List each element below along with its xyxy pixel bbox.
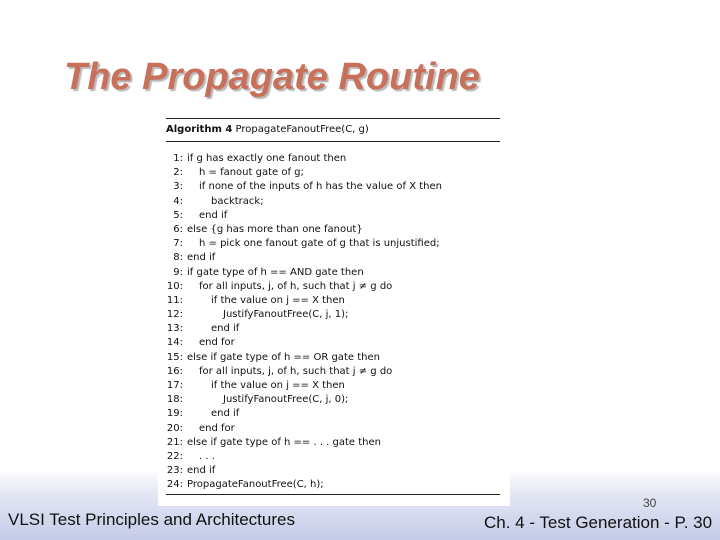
line-code: else if gate type of h == OR gate then [187,351,380,363]
algorithm-bottom-rule [166,494,500,495]
line-code: if none of the inputs of h has the value of X then [199,181,442,193]
algorithm-line [166,407,506,421]
line-code: else {g has more than one fanout} [187,223,363,235]
line-number: 23: [166,465,183,477]
line-number: 19: [166,408,183,420]
line-number: 3: [173,181,183,193]
slide-title: The Propagate Routine [64,56,480,98]
algorithm-line [166,180,506,194]
algorithm-line [166,365,506,379]
line-code: end if [187,252,216,264]
algorithm-line [166,166,506,180]
algorithm-line [166,393,506,407]
line-number: 11: [166,294,183,306]
line-code: if g has exactly one fanout then [187,153,347,164]
algorithm-line [166,266,506,280]
line-code: . . . [199,450,215,462]
line-code: end if [211,323,240,335]
page-number: 30 [643,496,657,510]
line-code: for all inputs, j, of h, such that j ≠ g do [199,365,393,377]
line-code: end if [199,209,228,221]
footer-chapter-label: Ch. 4 - Test Generation - P. 30 [484,513,713,532]
line-number: 10: [166,280,183,292]
line-code: end if [187,465,216,477]
algorithm-line [166,308,506,322]
line-code: PropagateFanoutFree(C, h); [187,479,324,491]
algorithm-figure [158,108,510,506]
footer-course-title: VLSI Test Principles and Architectures [8,510,295,529]
algorithm-line [166,336,506,350]
line-number: 21: [166,436,183,448]
algorithm-name: PropagateFanoutFree(C, g) [235,124,369,135]
line-code: end for [199,422,235,434]
line-number: 16: [166,365,183,377]
line-code: h = pick one fanout gate of g that is unjustified; [199,238,440,250]
algorithm-line [166,379,506,393]
line-number: 17: [166,380,183,391]
algorithm-label: Algorithm 4 [166,124,233,135]
algorithm-line [166,436,506,450]
line-number: 18: [166,394,183,406]
line-number: 6: [173,223,183,235]
algorithm-line [166,237,506,251]
line-code: JustifyFanoutFree(C, j, 0); [223,394,349,406]
line-code: else if gate type of h == . . . gate then [187,436,382,448]
line-number: 12: [166,309,183,321]
line-number: 13: [166,323,183,335]
line-number: 20: [166,422,183,434]
algorithm-line [166,322,506,336]
line-number: 15: [166,351,183,363]
algorithm-header [166,118,500,142]
line-number: 2: [173,167,183,179]
line-code: JustifyFanoutFree(C, j, 1); [223,309,349,321]
line-code: h = fanout gate of g; [199,167,304,179]
algorithm-line [166,450,506,464]
line-code: backtrack; [211,195,264,207]
line-code: for all inputs, j, of h, such that j ≠ g do [199,280,393,292]
algorithm-line [166,280,506,294]
algorithm-line [166,422,506,436]
algorithm-line [166,223,506,237]
line-number: 24: [166,479,183,491]
algorithm-lines [166,152,506,493]
line-number: 22: [166,450,183,462]
algorithm-line [166,152,506,166]
line-number: 14: [166,337,183,349]
line-code: if the value on j == X then [211,294,345,306]
algorithm-line [166,195,506,209]
line-number: 8: [173,252,183,264]
line-number: 9: [173,266,183,278]
line-code: end if [211,408,240,420]
line-code: end for [199,337,235,349]
algorithm-line [166,478,506,492]
line-code: if gate type of h == AND gate then [187,266,364,278]
algorithm-line [166,464,506,478]
algorithm-line [166,351,506,365]
line-code: if the value on j == X then [211,380,345,391]
algorithm-line [166,294,506,308]
line-number: 5: [173,209,183,221]
algorithm-line [166,251,506,265]
algorithm-line [166,209,506,223]
line-number: 4: [173,195,183,207]
line-number: 1: [173,153,183,164]
line-number: 7: [173,238,183,250]
